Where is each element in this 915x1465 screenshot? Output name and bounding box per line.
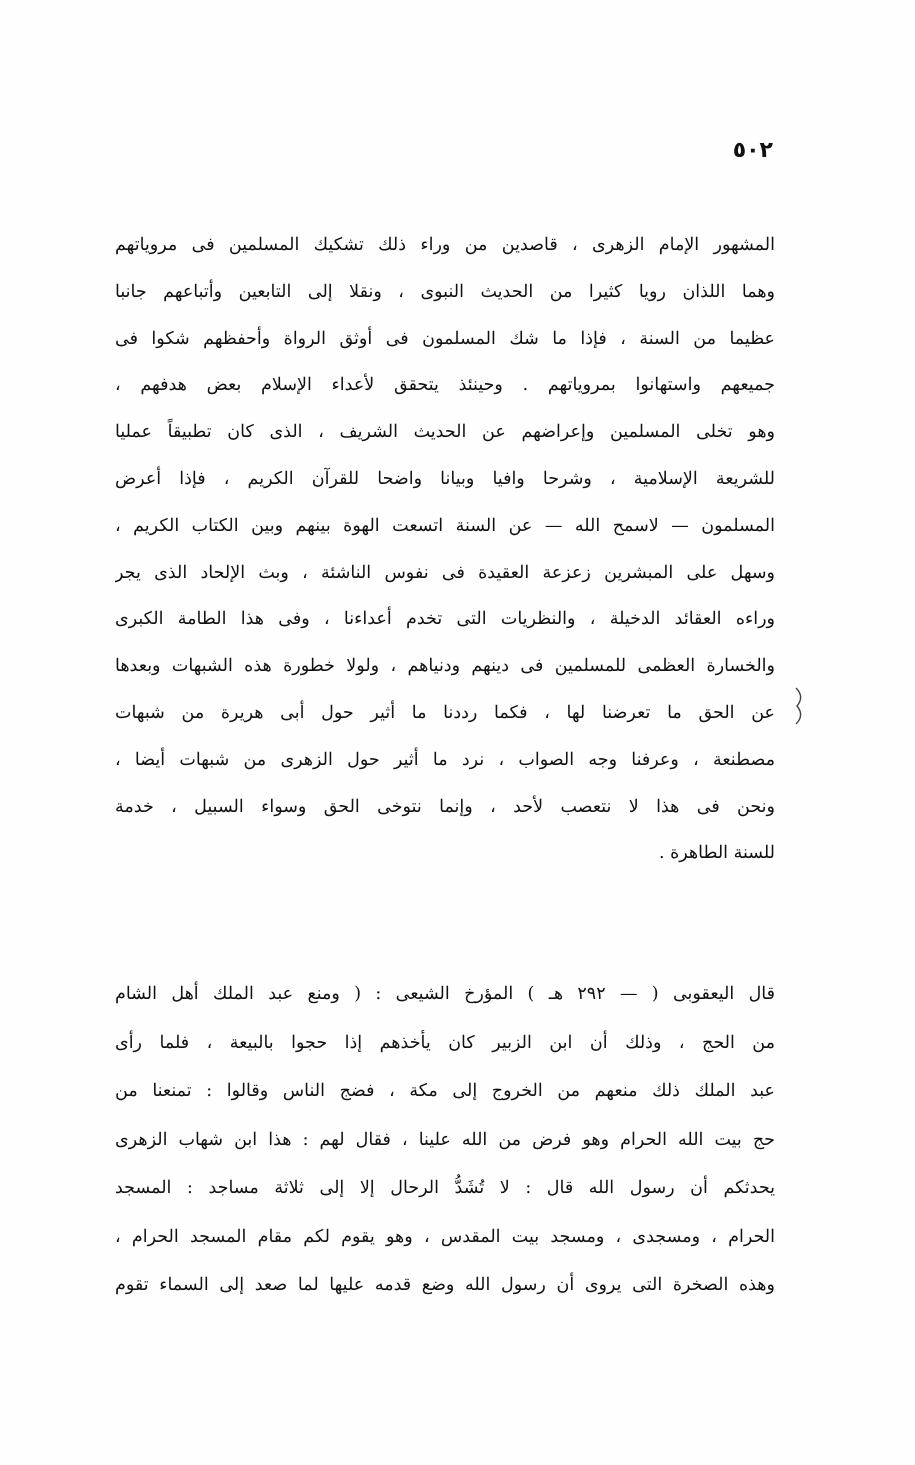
text-line: جميعهم واستهانوا بمروياتهم . وحينئذ يتحقق لأعداء الإسلام بعض هدفهم ،	[115, 375, 775, 396]
text-line: المشهور الإمام الزهرى ، قاصدين من وراء ذلك تشكيك المسلمين فى مروياتهم	[115, 235, 775, 255]
margin-bracket-mark	[792, 686, 806, 726]
text-line: للسنة الطاهرة .	[658, 843, 775, 864]
text-line: المسلمون — لاسمح الله — عن السنة اتسعت الهوة بينهم وبين الكتاب الكريم ،	[115, 515, 775, 536]
page-number: ٥٠٢	[732, 138, 773, 163]
text-line: من الحج ، وذلك أن ابن الزبير كان يأخذهم إذا حجوا بالبيعة ، فلما رأى	[115, 1032, 775, 1053]
text-line: عبد الملك ذلك منعهم من الخروج إلى مكة ، فضج الناس وقالوا : تمنعنا من	[115, 1081, 775, 1101]
paragraph-main	[115, 222, 775, 877]
text-line: مصطنعة ، وعرفنا وجه الصواب ، نرد ما أثير حول الزهرى من شبهات أيضا ،	[115, 749, 775, 770]
text-line: عظيما من السنة ، فإذا ما شك المسلمون فى أوثق الرواة وأحفظهم شكوا فى	[115, 328, 775, 349]
text-line: عن الحق ما تعرضنا لها ، فكما رددنا ما أثير حول أبى هريرة من شبهات	[115, 702, 775, 723]
text-line: للشريعة الإسلامية ، وشرحا وافيا وبيانا واضحا للقرآن الكريم ، فإذا أعرض	[115, 468, 775, 489]
text-line: الحرام ، ومسجدى ، ومسجد بيت المقدس ، وهو يقوم لكم مقام المسجد الحرام ،	[115, 1226, 775, 1247]
text-line: وهما اللذان رويا كثيرا من الحديث النبوى ، ونقلا إلى التابعين وأتباعهم جانبا	[115, 281, 775, 302]
paragraph-quote	[115, 970, 775, 1310]
text-line: قال اليعقوبى ( — ٢٩٢ هـ ) المؤرخ الشيعى : ( ومنع عبد الملك أهل الشام	[115, 984, 775, 1004]
text-line: والخسارة العظمى للمسلمين فى دينهم ودنياهم ، ولولا خطورة هذه الشبهات وبعدها	[115, 656, 775, 677]
text-line: وهو تخلى المسلمين وإعراضهم عن الحديث الشريف ، الذى كان تطبيقاً عمليا	[115, 422, 775, 443]
text-line: يحدثكم أن رسول الله قال : لا تُشَدُّ الرحال إلا إلى ثلاثة مساجد : المسجد	[115, 1178, 775, 1198]
text-line: وسهل على المبشرين زعزعة العقيدة فى نفوس الناشئة ، وبث الإلحاد الذى يجر	[115, 562, 775, 583]
text-line: حج بيت الله الحرام وهو فرض من الله علينا ، فقال لهم : هذا ابن شهاب الزهرى	[115, 1129, 775, 1150]
text-line: وراءه العقائد الدخيلة ، والنظريات التى تخدم أعداءنا ، وفى هذا الطامة الكبرى	[115, 609, 775, 630]
text-line: ونحن فى هذا لا نتعصب لأحد ، وإنما نتوخى الحق وسواء السبيل ، خدمة	[115, 796, 775, 817]
text-line: وهذه الصخرة التى يروى أن رسول الله وضع قدمه عليها لما صعد إلى السماء تقوم	[115, 1275, 775, 1295]
